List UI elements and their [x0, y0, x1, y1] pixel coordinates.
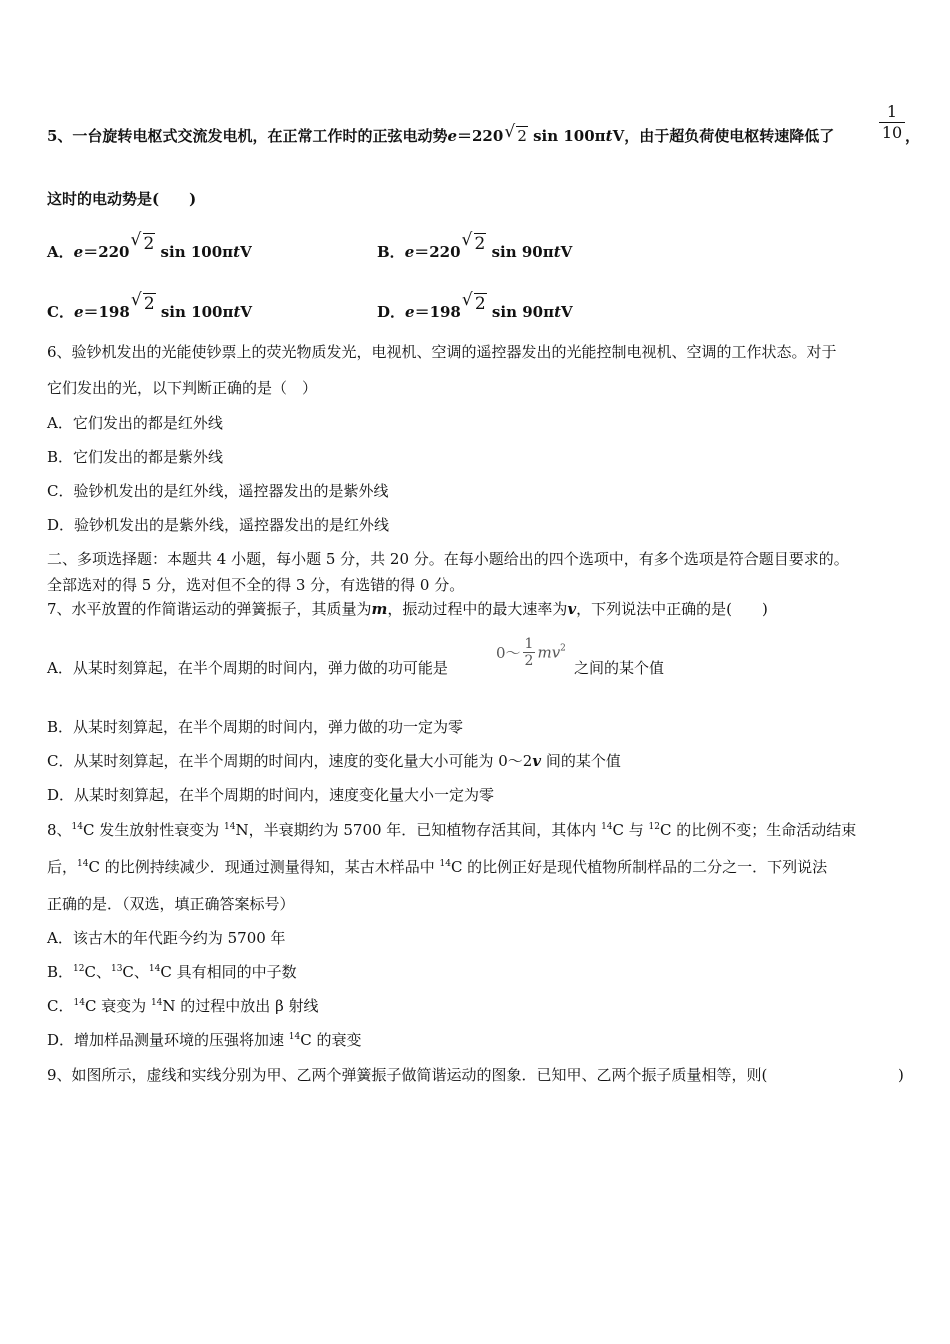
sqrt-symbol: √ 2: [504, 126, 528, 146]
q8-option-d[interactable]: D．增加样品测量环境的压强将加速 $^{14}$C 的衰变: [47, 1031, 362, 1049]
q9-close-paren: ): [898, 1066, 904, 1084]
q6-line2: 它们发出的光，以下判断正确的是（ ）: [47, 379, 318, 397]
q5-option-b[interactable]: B．e＝220√ 2 sin 90πtV: [377, 234, 572, 262]
q6-option-c[interactable]: C．验钞机发出的是红外线，遥控器发出的是紫外线: [47, 482, 389, 500]
q8-option-c[interactable]: C．$^{14}$C 衰变为 $^{14}$N 的过程中放出 β 射线: [47, 997, 319, 1015]
q7-option-a-tail: 之间的某个值: [574, 659, 665, 677]
q7-option-c[interactable]: C．从某时刻算起，在半个周期的时间内，速度的变化量大小可能为 0～2v 间的某个值: [47, 752, 621, 770]
section2-instructions-line2: 全部选对的得 5 分，选对但不全的得 3 分，有选错的得 0 分。: [47, 576, 465, 594]
q8-option-a[interactable]: A．该古木的年代距今约为 5700 年: [47, 929, 286, 947]
q8-line3: 正确的是．（双选，填正确答案标号）: [47, 895, 295, 913]
q8-line2: 后，$^{14}$C 的比例持续减少．现通过测量得知，某古木样品中 $^{14}$C 的比例正好是现代植物所制样品的二分之一．下列说法: [47, 858, 828, 876]
q6-option-a[interactable]: A．它们发出的都是红外线: [47, 414, 223, 432]
q5-fraction: 1 10: [879, 102, 905, 143]
q6-option-b[interactable]: B．它们发出的都是紫外线: [47, 448, 224, 466]
q7-option-a[interactable]: A．从某时刻算起，在半个周期的时间内，弹力做的功可能是: [47, 659, 448, 677]
q5-line2: 这时的电动势是( ): [47, 190, 197, 208]
q5-comma: ，: [905, 127, 921, 145]
section2-instructions-line1: 二、多项选择题：本题共 4 小题，每小题 5 分，共 20 分。在每小题给出的四个选项中，有多个选项是符合题目要求的。: [47, 550, 849, 568]
q8-line1: 8、$^{14}$C 发生放射性衰变为 $^{14}$N，半衰期约为 5700 年．已知植物存活其间，其体内 $^{14}$C 与 $^{12}$C 的比例不变；生命活动结束: [47, 821, 857, 839]
q7-option-b[interactable]: B．从某时刻算起，在半个周期的时间内，弹力做的功一定为零: [47, 718, 464, 736]
q8-option-b[interactable]: B．$^{12}$C、$^{13}$C、$^{14}$C 具有相同的中子数: [47, 963, 297, 981]
q5-option-c[interactable]: C．e＝198√ 2 sin 100πtV: [47, 294, 252, 322]
q5-option-a[interactable]: A．e＝220√ 2 sin 100πtV: [47, 234, 252, 262]
q5-line1: 5、一台旋转电枢式交流发电机，在正常工作时的正弦电动势e＝220√ 2 sin 100πtV，由于超负荷使电枢转速降低了: [47, 126, 834, 146]
q6-line1: 6、验钞机发出的光能使钞票上的荧光物质发光，电视机、空调的遥控器发出的光能控制电视机、空调的工作状态。对于: [47, 343, 837, 361]
q7-formula: 0～ $\frac{1}{2}$ $mv^2$: [496, 636, 566, 669]
q5-option-d[interactable]: D．e＝198√ 2 sin 90πtV: [377, 294, 573, 322]
q9-stem: 9、如图所示，虚线和实线分别为甲、乙两个弹簧振子做简谐运动的图象．已知甲、乙两个振子质量相等，则(: [47, 1066, 768, 1084]
q6-option-d[interactable]: D．验钞机发出的是紫外线，遥控器发出的是红外线: [47, 516, 390, 534]
q7-stem: 7、水平放置的作简谐运动的弹簧振子，其质量为m，振动过程中的最大速率为v，下列说法中正确的是( ): [47, 600, 768, 618]
q7-option-d[interactable]: D．从某时刻算起，在半个周期的时间内，速度变化量大小一定为零: [47, 786, 495, 804]
